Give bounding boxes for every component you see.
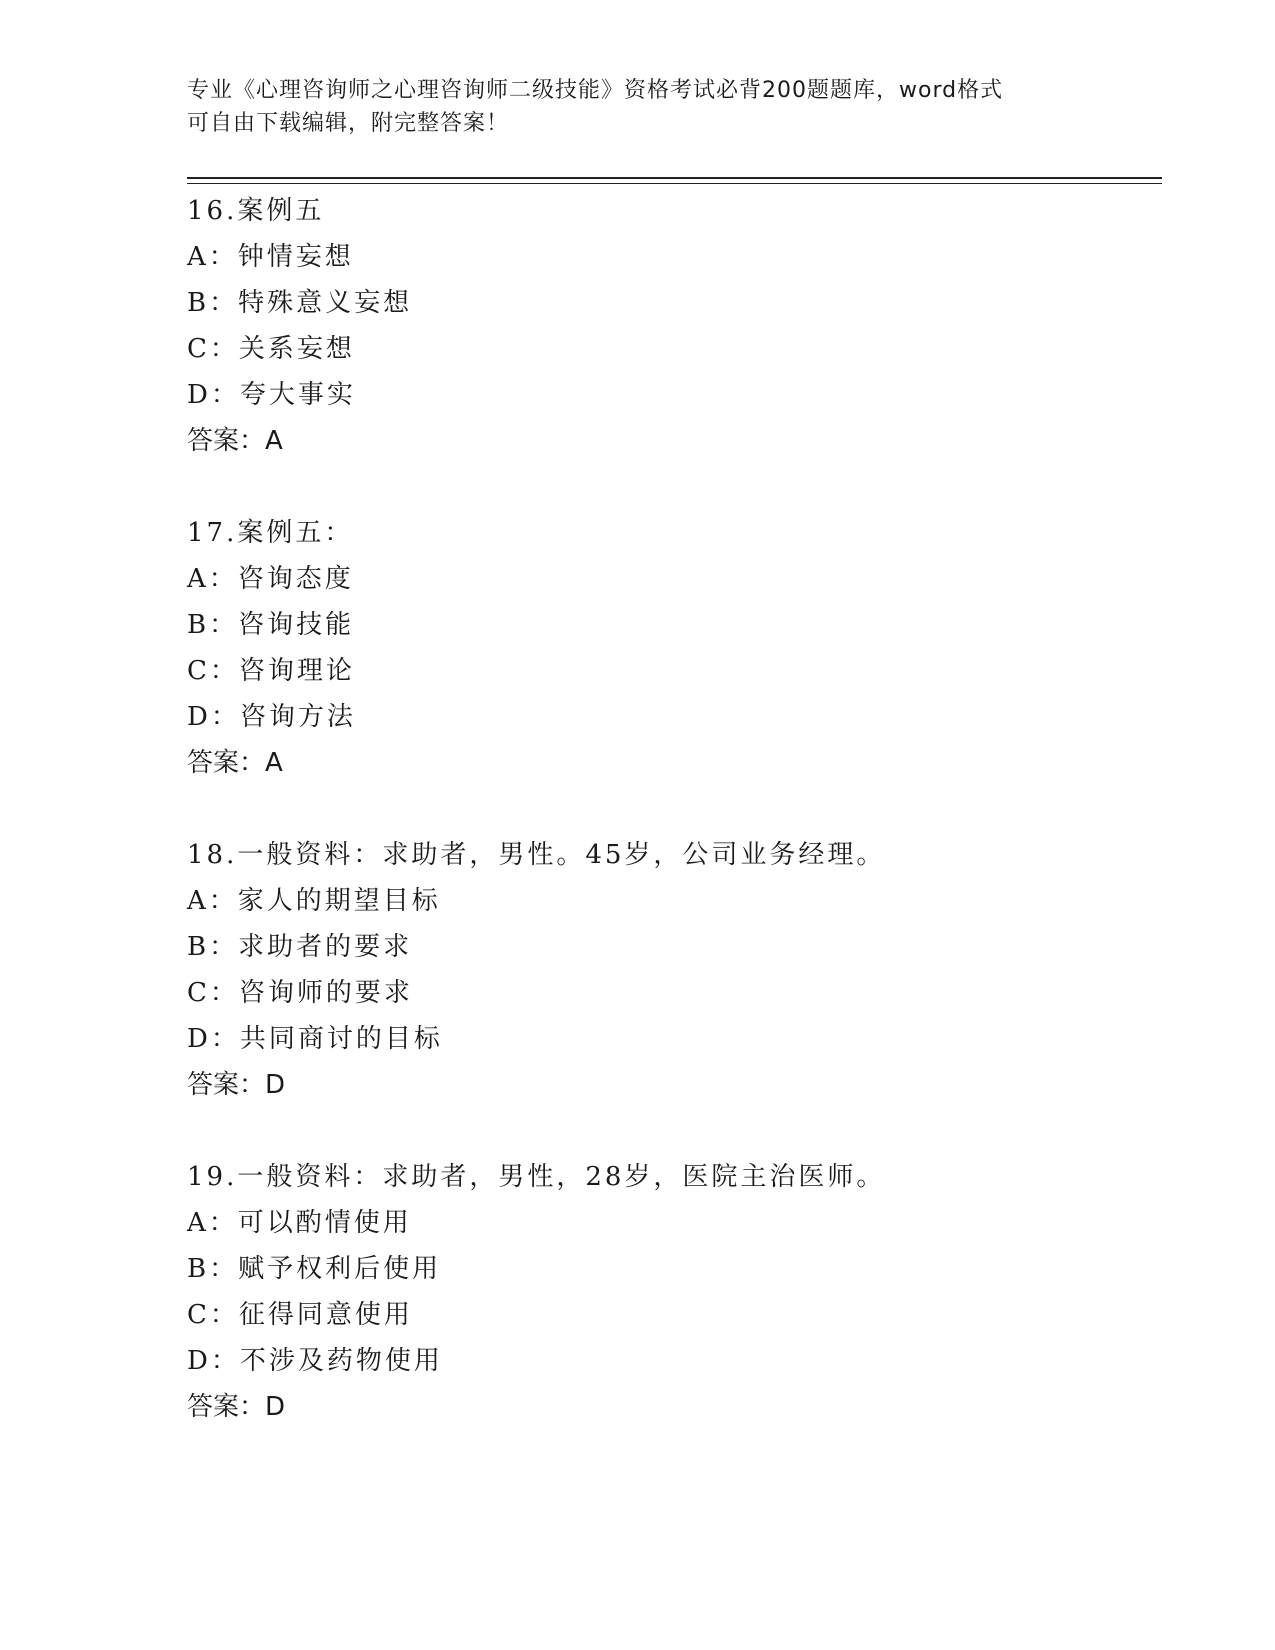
document-header [187, 74, 1067, 140]
question-16 [187, 188, 1147, 464]
option-b: B：咨询技能 [187, 610, 355, 640]
answer: 答案：A [187, 748, 283, 778]
header-line-2: 可自由下载编辑，附完整答案！ [187, 111, 510, 136]
question-stem: 17.案例五： [187, 518, 354, 548]
question-17 [187, 510, 1147, 786]
header-divider-thin [187, 183, 1162, 184]
option-b: B：特殊意义妄想 [187, 288, 413, 318]
answer: 答案：D [187, 1070, 286, 1100]
question-stem: 16.案例五 [187, 196, 325, 226]
question-stem: 19.一般资料：求助者，男性，28岁，医院主治医师。 [187, 1162, 886, 1192]
option-d: D：不涉及药物使用 [187, 1346, 443, 1376]
option-c: C：征得同意使用 [187, 1300, 413, 1330]
option-b: B：求助者的要求 [187, 932, 413, 962]
option-c: C：咨询理论 [187, 656, 355, 686]
option-c: C：咨询师的要求 [187, 978, 413, 1008]
option-a: A：可以酌情使用 [187, 1208, 412, 1238]
option-d: D：咨询方法 [187, 702, 356, 732]
option-a: A：家人的期望目标 [187, 886, 441, 916]
option-d: D：夸大事实 [187, 380, 356, 410]
option-d: D：共同商讨的目标 [187, 1024, 443, 1054]
question-stem: 18.一般资料：求助者，男性。45岁，公司业务经理。 [187, 840, 886, 870]
question-18 [187, 832, 1147, 1108]
header-divider-thick [187, 177, 1162, 179]
question-list [187, 188, 1147, 1476]
option-a: A：钟情妄想 [187, 242, 354, 272]
option-c: C：关系妄想 [187, 334, 355, 364]
option-b: B：赋予权利后使用 [187, 1254, 442, 1284]
question-19 [187, 1154, 1147, 1430]
answer: 答案：A [187, 426, 283, 456]
header-line-1: 专业《心理咨询师之心理咨询师二级技能》资格考试必背200题题库，word格式 [187, 78, 1004, 103]
option-a: A：咨询态度 [187, 564, 354, 594]
answer: 答案：D [187, 1392, 286, 1422]
